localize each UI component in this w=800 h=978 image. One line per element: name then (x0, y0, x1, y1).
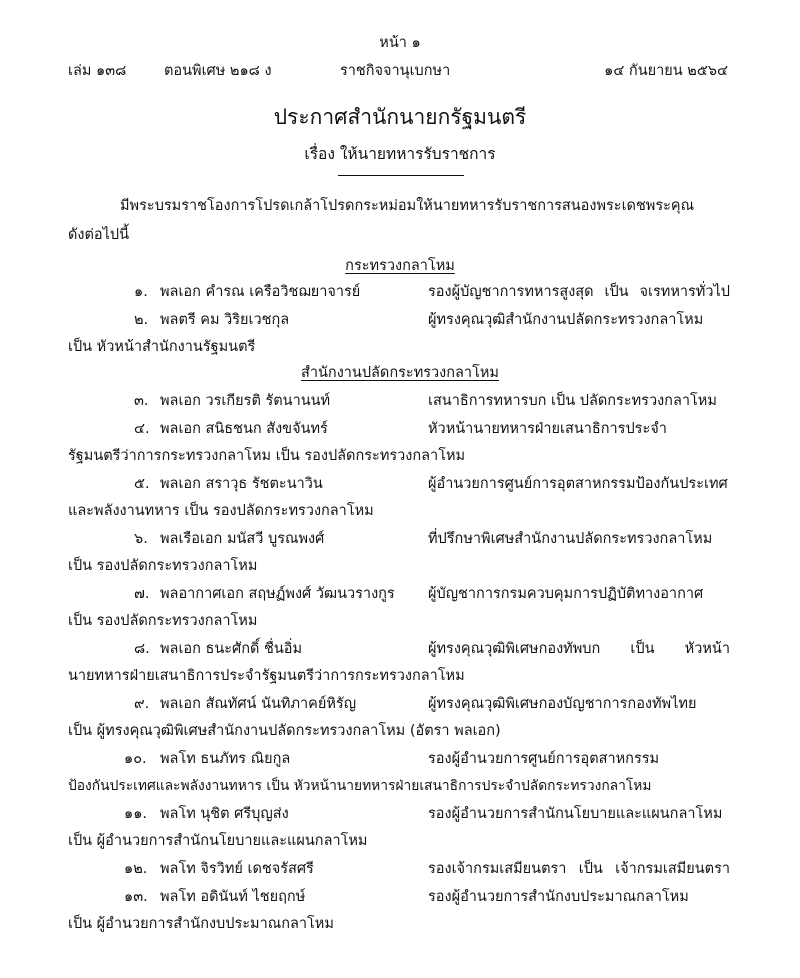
entry-1-position: รองผู้บัญชาการทหารสูงสุด เป็น จเรทหารทั่วไป (428, 284, 730, 300)
entry-1-name: พลเอก คำรณ เครือวิชฌยาจารย์ (160, 284, 361, 300)
entry-13-num: ๑๓. (124, 889, 148, 905)
page-number: หน้า ๑ (379, 35, 421, 51)
entry-1-num: ๑. (134, 284, 148, 300)
entry-10-cont: ป้องกันประเทศและพลังงานทหาร เป็น หัวหน้านายทหารฝ่ายเสนาธิการประจำปลัดกระทรวงกลาโหม (68, 778, 652, 794)
entry-10-num: ๑๐. (124, 751, 147, 767)
entry-10-name: พลโท ธนภัทร ณิยกูล (160, 751, 291, 767)
section-label: ตอนพิเศษ ๒๑๘ ง (164, 63, 272, 79)
entry-10-position: รองผู้อำนวยการศูนย์การอุตสาหกรรม (428, 751, 660, 767)
entry-3-num: ๓. (134, 393, 149, 409)
entry-9-name: พลเอก สัณทัศน์ นันทิภาคย์หิรัญ (160, 696, 357, 712)
entry-11-position: รองผู้อำนวยการสำนักนโยบายและแผนกลาโหม (428, 806, 723, 822)
entry-12-name: พลโท จิรวิทย์ เดชจรัสศรี (160, 861, 314, 877)
entry-13-cont: เป็น ผู้อำนวยการสำนักงบประมาณกลาโหม (68, 916, 334, 932)
announcement-title: ประกาศสำนักนายกรัฐมนตรี (273, 105, 527, 129)
entry-11-name: พลโท นุชิต ศรีบุญส่ง (160, 806, 289, 822)
entry-6-cont: เป็น รองปลัดกระทรวงกลาโหม (68, 558, 258, 574)
entry-5-num: ๕. (134, 476, 150, 492)
announcement-subject: เรื่อง ให้นายทหารรับราชการ (304, 145, 496, 163)
intro-line-1: มีพระบรมราชโองการโปรดเกล้าโปรดกระหม่อมให้นายทหารรับราชการสนองพระเดชพระคุณ (120, 198, 695, 214)
entry-12-num: ๑๒. (124, 861, 148, 877)
section-heading-ministry: กระทรวงกลาโหม (345, 258, 455, 274)
entry-9-cont: เป็น ผู้ทรงคุณวุฒิพิเศษสำนักงานปลัดกระทรวงกลาโหม (อัตรา พลเอก) (68, 723, 501, 739)
entry-4-cont: รัฐมนตรีว่าการกระทรวงกลาโหม เป็น รองปลัดกระทรวงกลาโหม (68, 448, 466, 464)
entry-8-name: พลเอก ธนะศักดิ์ ชื่นอิ่ม (160, 641, 303, 657)
entry-11-num: ๑๑. (124, 806, 148, 822)
entry-6-name: พลเรือเอก มนัสวี บูรณพงศ์ (160, 531, 325, 547)
volume-label: เล่ม ๑๓๘ (68, 63, 127, 79)
entry-5-name: พลเอก สราวุธ รัชตะนาวิน (160, 476, 323, 492)
entry-2-num: ๒. (134, 312, 149, 328)
entry-9-position: ผู้ทรงคุณวุฒิพิเศษกองบัญชาการกองทัพไทย (428, 696, 697, 712)
entry-7-cont: เป็น รองปลัดกระทรวงกลาโหม (68, 613, 258, 629)
entry-12-position: รองเจ้ากรมเสมียนตรา เป็น เจ้ากรมเสมียนตรา (428, 861, 730, 877)
entry-8-num: ๘. (134, 641, 150, 657)
intro-line-2: ดังต่อไปนี้ (68, 227, 130, 243)
entry-2-name: พลตรี คม วิริยเวชกุล (160, 312, 290, 328)
entry-2-cont: เป็น หัวหน้าสำนักงานรัฐมนตรี (68, 339, 256, 355)
entry-3-name: พลเอก วรเกียรติ รัตนานนท์ (160, 393, 331, 409)
entry-8-position: ผู้ทรงคุณวุฒิพิเศษกองทัพบก เป็น หัวหน้า (428, 641, 730, 657)
entry-13-position: รองผู้อำนวยการสำนักงบประมาณกลาโหม (428, 889, 689, 905)
entry-3-position: เสนาธิการทหารบก เป็น ปลัดกระทรวงกลาโหม (428, 393, 717, 409)
section-heading-office: สำนักงานปลัดกระทรวงกลาโหม (301, 365, 499, 381)
entry-4-position: หัวหน้านายทหารฝ่ายเสนาธิการประจำ (428, 421, 667, 437)
entry-8-cont: นายทหารฝ่ายเสนาธิการประจำรัฐมนตรีว่าการกระทรวงกลาโหม (68, 668, 465, 684)
title-divider (338, 175, 464, 176)
entry-6-position: ที่ปรึกษาพิเศษสำนักงานปลัดกระทรวงกลาโหม (428, 531, 713, 547)
gazette-name: ราชกิจจานุเบกษา (340, 63, 451, 79)
entry-7-name: พลอากาศเอก สฤษฏ์พงศ์ วัฒนวรางกูร (160, 586, 395, 602)
entry-11-cont: เป็น ผู้อำนวยการสำนักนโยบายและแผนกลาโหม (68, 833, 368, 849)
entry-4-num: ๔. (134, 421, 150, 437)
entry-9-num: ๙. (134, 696, 150, 712)
entry-13-name: พลโท อดินันท์ ไชยฤกษ์ (160, 889, 306, 905)
entry-7-num: ๗. (134, 586, 150, 602)
gazette-date: ๑๔ กันยายน ๒๕๖๔ (604, 63, 728, 79)
entry-7-position: ผู้บัญชาการกรมควบคุมการปฏิบัติทางอากาศ (428, 586, 704, 602)
entry-5-position: ผู้อำนวยการศูนย์การอุตสาหกรรมป้องกันประเทศ (428, 476, 728, 492)
entry-6-num: ๖. (134, 531, 148, 547)
entry-4-name: พลเอก สนิธชนก สังขจันทร์ (160, 421, 328, 437)
entry-2-position: ผู้ทรงคุณวุฒิสำนักงานปลัดกระทรวงกลาโหม (428, 312, 704, 328)
entry-5-cont: และพลังงานทหาร เป็น รองปลัดกระทรวงกลาโหม (68, 503, 374, 519)
